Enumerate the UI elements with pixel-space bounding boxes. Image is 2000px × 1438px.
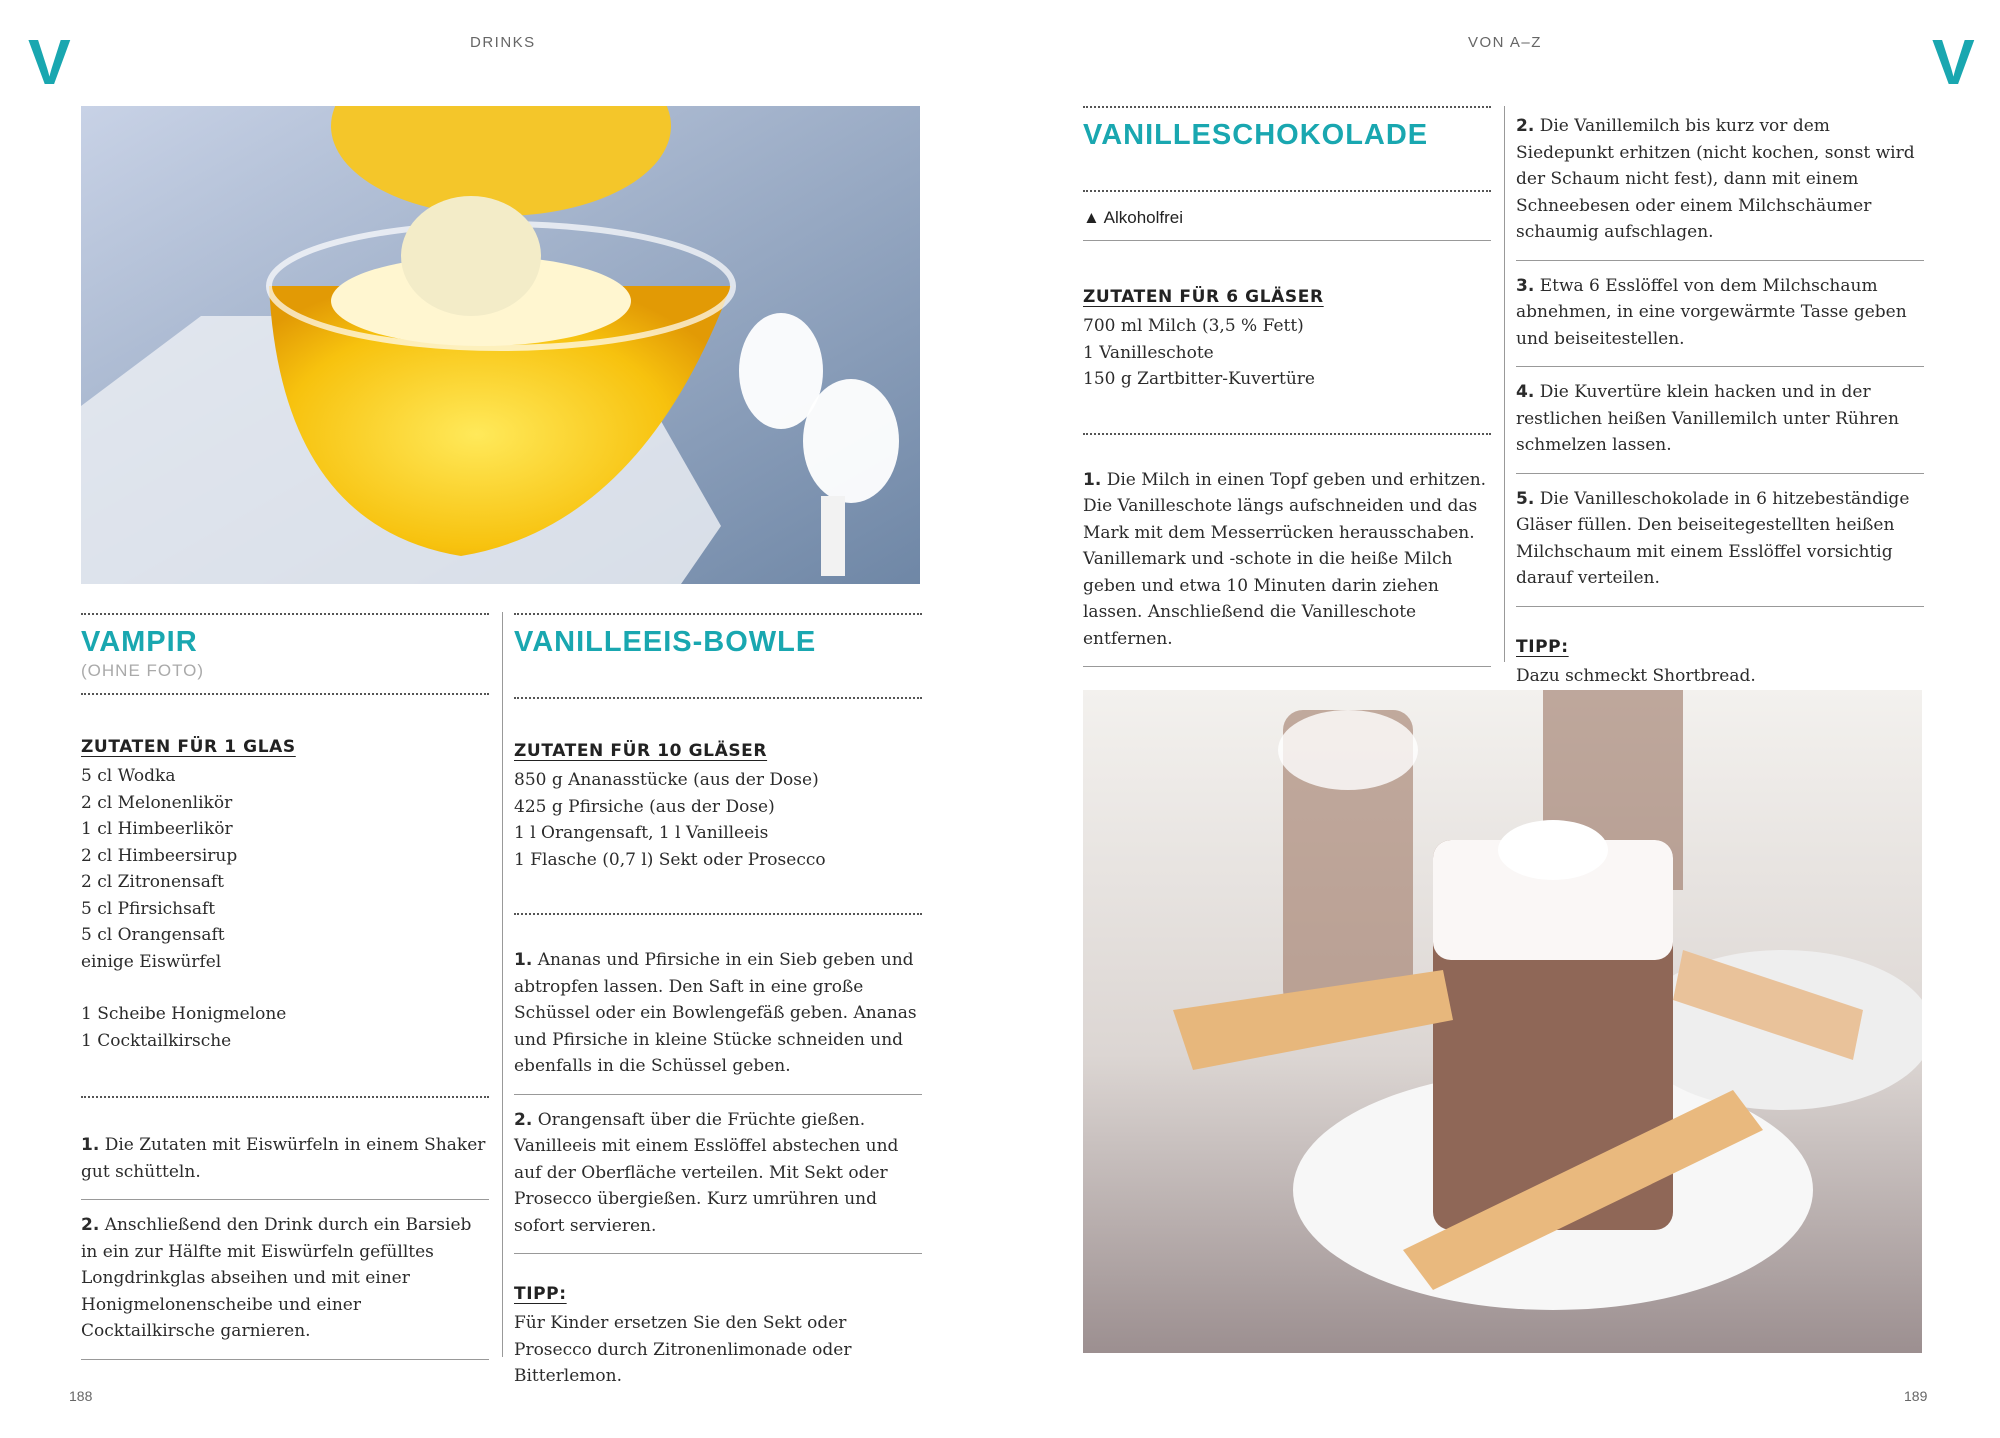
divider xyxy=(81,1359,489,1360)
dietary-note-text: Alkoholfrei xyxy=(1103,208,1183,227)
step-number: 1. xyxy=(514,950,533,970)
ingredient: 2 cl Himbeersirup xyxy=(81,845,238,866)
divider xyxy=(1083,433,1491,435)
divider xyxy=(81,613,489,615)
ingredient: 150 g Zartbitter-Kuvertüre xyxy=(1083,369,1315,389)
divider xyxy=(514,613,922,615)
divider xyxy=(514,1094,922,1095)
ingredients-heading: ZUTATEN FÜR 1 GLAS xyxy=(81,737,296,757)
bowle-photo xyxy=(81,106,920,584)
recipe-title: VAMPIR xyxy=(81,626,198,658)
step-number: 5. xyxy=(1516,488,1535,509)
divider xyxy=(1516,606,1924,607)
ingredient: 1 Vanilleschote xyxy=(1083,342,1214,363)
divider xyxy=(514,913,922,915)
step-number: 2. xyxy=(1516,116,1535,136)
step-number: 1. xyxy=(1083,469,1102,490)
step-text: Die Vanilleschokolade in 6 hitzebeständige Gläser füllen. Den beiseitegestellten heißen Milchschaum mit einem Esslöffel vorsichtig darauf verteilen. xyxy=(1516,488,1910,588)
step-number: 4. xyxy=(1516,382,1535,402)
triangle-up-icon: ▲ xyxy=(1083,208,1100,227)
step-text: Die Kuvertüre klein hacken und in der restlichen heißen Vanillemilch unter Rühren schmelzen lassen. xyxy=(1516,382,1899,455)
step xyxy=(1516,273,1924,353)
ingredient: 700 ml Milch (3,5 % Fett) xyxy=(1083,316,1304,336)
step xyxy=(514,1107,922,1240)
step-number: 1. xyxy=(81,1135,100,1155)
tip-text: Dazu schmeckt Shortbread. xyxy=(1516,665,1756,686)
column-divider xyxy=(502,612,503,1357)
step-number: 2. xyxy=(514,1109,533,1130)
step xyxy=(81,1212,489,1345)
divider xyxy=(1516,260,1924,261)
step xyxy=(1516,379,1924,459)
step-text: Ananas und Pfirsiche in ein Sieb geben und abtropfen lassen. Den Saft in eine große Schüssel oder ein Bowlengefäß geben. Ananas und Pfirsiche in kleine Stücke schneiden und ebenfalls in die Schüssel geben. xyxy=(514,950,917,1076)
divider xyxy=(514,1253,922,1254)
ingredients-heading: ZUTATEN FÜR 6 GLÄSER xyxy=(1083,287,1324,307)
divider xyxy=(81,1199,489,1200)
divider xyxy=(1516,473,1924,474)
divider xyxy=(1083,106,1491,108)
step-text: Die Zutaten mit Eiswürfeln in einem Shaker gut schütteln. xyxy=(81,1135,486,1182)
ingredient: 5 cl Pfirsichsaft xyxy=(81,898,216,919)
tip-text: Für Kinder ersetzen Sie den Sekt oder Prosecco durch Zitronenlimonade oder Bitterlemon. xyxy=(514,1313,852,1386)
divider xyxy=(1083,240,1491,241)
ingredient: 425 g Pfirsiche (aus der Dose) xyxy=(514,796,775,817)
recipe-subtitle: (OHNE FOTO) xyxy=(81,661,205,680)
step xyxy=(1083,467,1491,653)
step-number: 2. xyxy=(81,1215,100,1235)
step-text: Anschließend den Drink durch ein Barsieb in ein zur Hälfte mit Eiswürfeln gefülltes Longdrinkglas abseihen und mit einer Honigmelonenscheibe und einer Cocktailkirsche garnieren. xyxy=(81,1215,472,1341)
section-letter-right: V xyxy=(1932,26,1975,98)
page-number-left: 188 xyxy=(69,1388,93,1404)
step-text: Orangensaft über die Früchte gießen. Vanilleeis mit einem Esslöffel abstechen und auf der Oberfläche verteilen. Mit Sekt oder Prosecco übergießen. Kurz umrühren und sofort servieren. xyxy=(514,1109,899,1236)
dietary-note xyxy=(1083,208,1491,228)
step-number: 3. xyxy=(1516,275,1535,296)
step-text: Die Vanillemilch bis kurz vor dem Siedepunkt erhitzen (nicht kochen, sonst wird der Schaum nicht fest), dann mit einem Schneebesen oder einem Milchschäumer schaumig aufschlagen. xyxy=(1516,116,1915,242)
recipe-schoko-continued xyxy=(1516,113,1924,689)
ingredient: 2 cl Zitronensaft xyxy=(81,872,224,892)
ingredient: 850 g Ananasstücke (aus der Dose) xyxy=(514,770,819,790)
ingredient: 2 cl Melonenlikör xyxy=(81,792,233,813)
step xyxy=(81,1132,489,1185)
schoko-photo-image xyxy=(1083,690,1922,1353)
step-text: Die Milch in einen Topf geben und erhitzen. Die Vanilleschote längs aufschneiden und das Mark mit dem Messerrücken herausschaben. Vanillemark und -schote in die heiße Milch geben und etwa 10 Minuten darin ziehen lassen. Anschließend die Vanilleschote entfernen. xyxy=(1083,469,1487,649)
ingredient: 5 cl Wodka xyxy=(81,766,176,786)
ingredient: 1 cl Himbeerlikör xyxy=(81,819,233,839)
running-head-right: VON A–Z xyxy=(1468,34,1542,51)
divider xyxy=(81,1096,489,1098)
recipe-schoko xyxy=(1083,106,1491,667)
ingredient: einige Eiswürfel xyxy=(81,951,222,972)
page-number-right: 189 xyxy=(1904,1388,1928,1404)
divider xyxy=(1516,366,1924,367)
divider xyxy=(1083,666,1491,667)
tip-heading: TIPP: xyxy=(514,1284,567,1304)
garnish: 1 Cocktailkirsche xyxy=(81,1030,232,1051)
schoko-photo xyxy=(1083,690,1922,1353)
ingredient: 1 Flasche (0,7 l) Sekt oder Prosecco xyxy=(514,849,826,870)
recipe-title: VANILLEEIS-BOWLE xyxy=(514,626,817,658)
ingredients-heading: ZUTATEN FÜR 10 GLÄSER xyxy=(514,741,768,761)
garnish: 1 Scheibe Honigmelone xyxy=(81,1004,287,1024)
divider xyxy=(1083,190,1491,192)
step xyxy=(1516,486,1924,592)
ingredient: 1 l Orangensaft, 1 l Vanilleeis xyxy=(514,823,769,843)
recipe-title: VANILLESCHOKOLADE xyxy=(1083,119,1429,151)
recipe-vampir xyxy=(81,613,489,1360)
column-divider xyxy=(1504,106,1505,662)
tip-heading: TIPP: xyxy=(1516,636,1569,657)
step-text: Etwa 6 Esslöffel von dem Milchschaum abnehmen, in eine vorgewärmte Tasse geben und beiseitestellen. xyxy=(1516,275,1907,349)
step xyxy=(514,947,922,1080)
bowle-photo-image xyxy=(81,106,920,584)
step xyxy=(1516,113,1924,246)
ingredient: 5 cl Orangensaft xyxy=(81,925,225,945)
divider xyxy=(81,693,489,695)
recipe-bowle xyxy=(514,613,922,1390)
divider xyxy=(514,697,922,699)
section-letter-left: V xyxy=(28,26,71,98)
running-head-left: DRINKS xyxy=(470,34,536,51)
